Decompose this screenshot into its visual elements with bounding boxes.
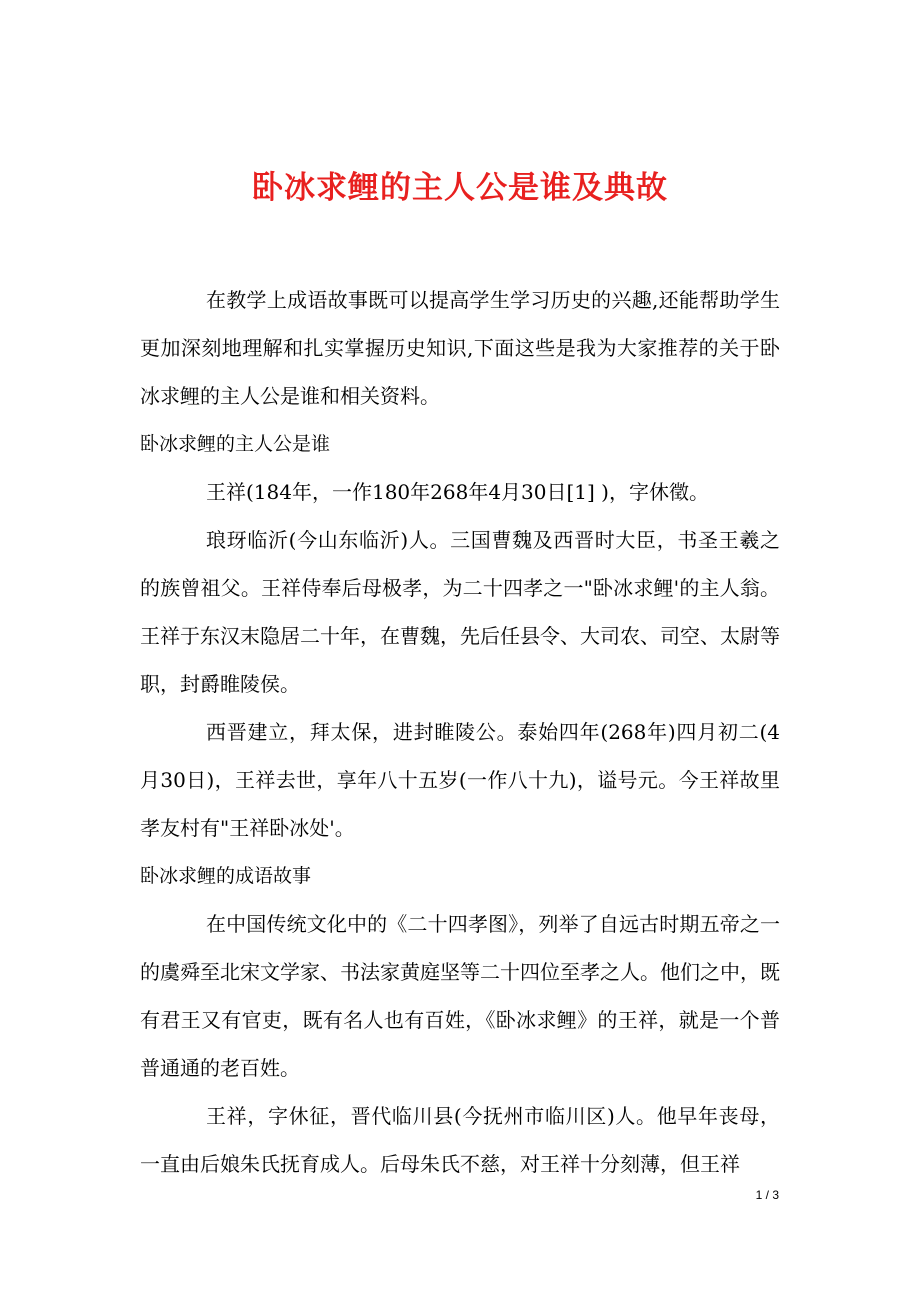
document-title: 卧冰求鲤的主人公是谁及典故 bbox=[252, 169, 668, 206]
paragraph-origin: 琅玡临沂(今山东临沂)人。三国曹魏及西晋时大臣，书圣王羲之的族曾祖父。王祥侍奉后母极孝，为二十四孝之一"卧冰求鲤'的主人翁。王祥于东汉末隐居二十年，在曹魏，先后任县令、大司农、司空、太尉等职，封爵睢陵侯。 bbox=[140, 528, 780, 696]
paragraph-intro: 在教学上成语故事既可以提高学生学习历史的兴趣,还能帮助学生更加深刻地理解和扎实掌握历史知识,下面这些是我为大家推荐的关于卧冰求鲤的主人公是谁和相关资料。 bbox=[140, 288, 780, 408]
paragraph-twenty-four-filial: 在中国传统文化中的《二十四孝图》，列举了自远古时期五帝之一的虞舜至北宋文学家、书法家黄庭坚等二十四位至孝之人。他们之中，既有君王又有官吏，既有名人也有百姓，《卧冰求鲤》的王祥，就是一个普普通通的老百姓。 bbox=[140, 912, 780, 1080]
section-heading-protagonist: 卧冰求鲤的主人公是谁 bbox=[140, 433, 331, 455]
page-number: 1 / 3 bbox=[755, 1188, 779, 1202]
document-body bbox=[140, 276, 780, 1188]
section-heading-story: 卧冰求鲤的成语故事 bbox=[140, 865, 312, 887]
paragraph-jin: 西晋建立，拜太保，进封睢陵公。泰始四年(268年)四月初二(4月30日)，王祥去世，享年八十五岁(一作八十九)，谥号元。今王祥故里孝友村有"王祥卧冰处'。 bbox=[140, 720, 780, 840]
paragraph-name: 王祥(184年，一作180年268年4月30日[1] )，字休徵。 bbox=[206, 480, 709, 504]
paragraph-wang-xiang: 王祥，字休征，晋代临川县(今抚州市临川区)人。他早年丧母，一直由后娘朱氏抚育成人。后母朱氏不慈，对王祥十分刻薄，但王祥 bbox=[140, 1104, 780, 1176]
